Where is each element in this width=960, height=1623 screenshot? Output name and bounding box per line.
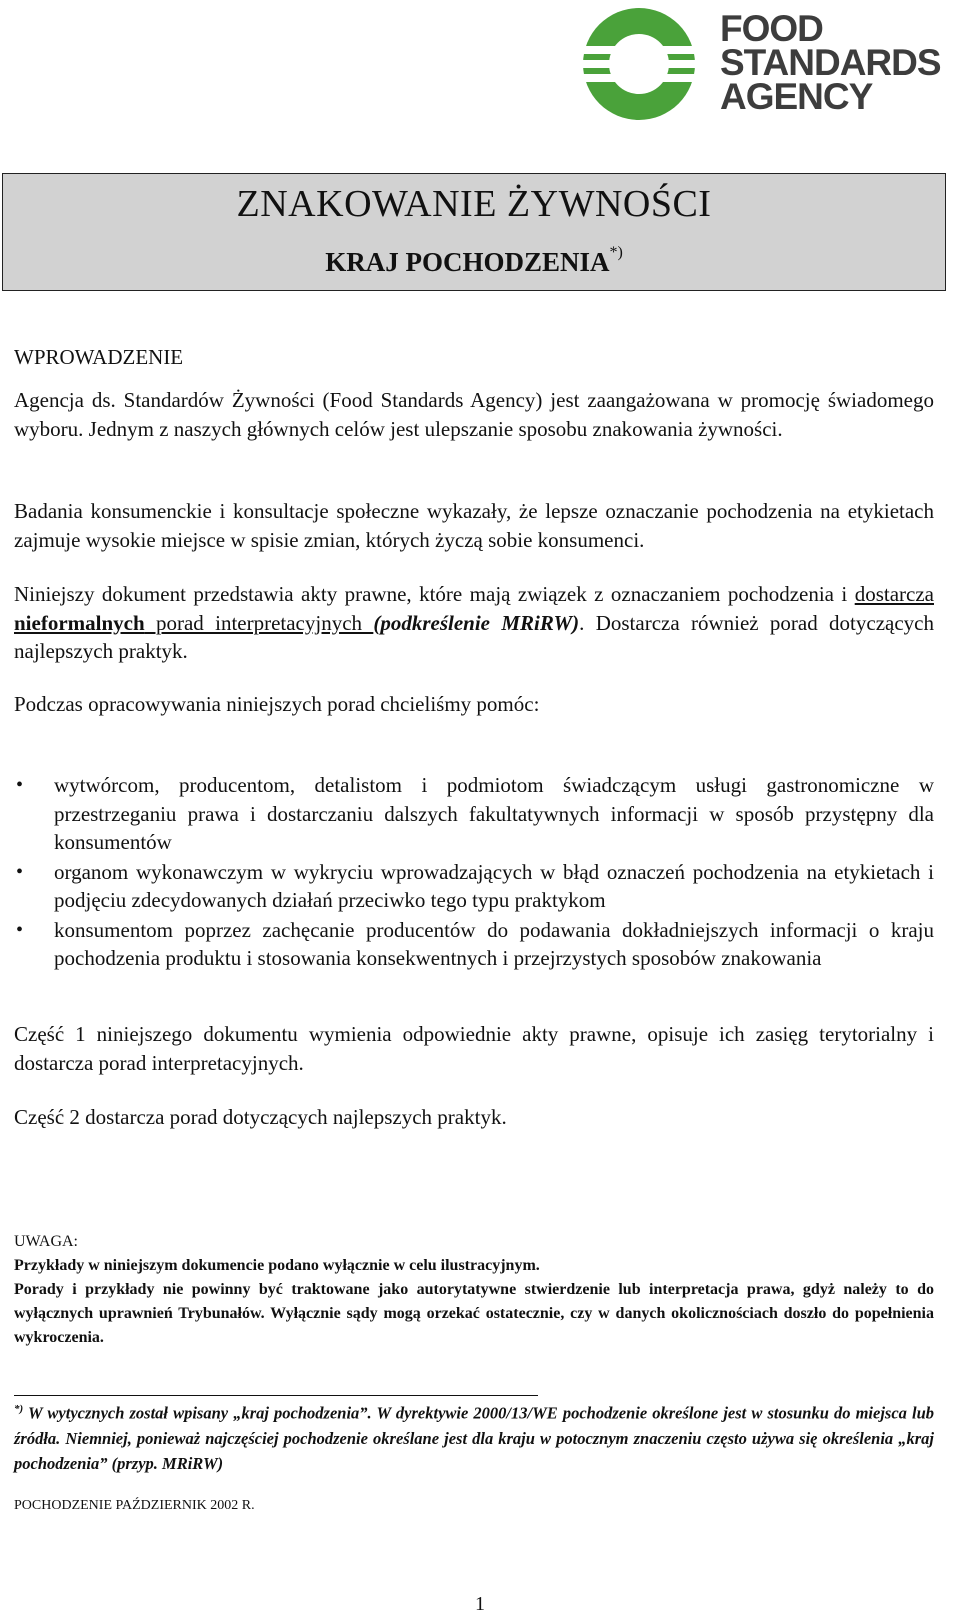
logo-line-standards: STANDARDS: [720, 42, 941, 83]
paragraph-aims-lead: Podczas opracowywania niniejszych porad chcieliśmy pomóc:: [14, 692, 540, 716]
footnote-marker: *): [14, 1403, 24, 1415]
notice-label: UWAGA:: [14, 1233, 78, 1250]
footnote-marker: *): [609, 244, 623, 261]
page-number: 1: [475, 1593, 485, 1615]
paragraph-agency-intro: Agencja ds. Standardów Żywności (Food Standards Agency) jest zaangażowana w promocję świadomego wyboru. Jednym z naszych głównych celów jest ulepszanie sposobu znakowania żywności.: [14, 388, 934, 441]
logo-line-food: FOOD: [720, 8, 823, 49]
bullet-icon: •: [16, 774, 24, 796]
paragraph-part-2: Część 2 dostarcza porad dotyczących najlepszych praktyk.: [14, 1105, 507, 1129]
notice-line-disclaimer: Porady i przykłady nie powinny być traktowane jako autorytatywne stwierdzenie lub interpretacja prawa, gdyż należy to do wyłącznych uprawnień Trybunałów. Wyłącznie sądy mogą orzekać ostatecznie, czy w danych okolicznościach doszło do popełnienia wykroczenia.: [14, 1281, 934, 1346]
footnote: *) W wytycznych został wpisany „kraj pochodzenia”. W dyrektywie 2000/13/WE pochodzenie określone jest w stosunku do miejsca lub źródła. Niemniej, ponieważ najczęściej pochodzenie określane jest dla kraju w potocznym znaczeniu często używa się określenia „kraj pochodzenia” (przyp. MRiRW): [14, 1403, 934, 1473]
paragraph-part-1: Część 1 niniejszego dokumentu wymienia odpowiednie akty prawne, opisuje ich zasięg terytorialny i dostarcza porad interpretacyjnych.: [14, 1022, 934, 1075]
paragraph-consumer-research: Badania konsumenckie i konsultacje społeczne wykazały, że lepsze oznaczanie pochodzenia na etykietach zajmuje wysokie miejsce w spisie zmian, których życzą sobie konsumenci.: [14, 499, 934, 552]
logo-wordmark: [720, 8, 941, 117]
paragraph-document-scope: Niniejszy dokument przedstawia akty prawne, które mają związek z oznaczaniem pochodzenia i dostarcza nieformalnych porad interpretacyjnych (podkreślenie MRiRW). Dostarcza również porad dotyczących najlepszych praktyk.: [14, 582, 934, 663]
title-box: [2, 173, 946, 291]
footnote-divider: [14, 1395, 538, 1396]
list-item: • konsumentom poprzez zachęcanie producentów do podawania dokładniejszych informacji o kraju pochodzenia produktu i stosowania konsekwentnych i przejrzystych sposobów znakowania: [16, 917, 934, 970]
food-standards-agency-logo: [583, 2, 955, 127]
aims-list: [14, 771, 934, 974]
bullet-icon: •: [16, 860, 24, 883]
notice-line-examples: Przykłady w niniejszym dokumencie podano wyłącznie w celu ilustracyjnym.: [14, 1257, 540, 1274]
section-heading-introduction: WPROWADZENIE: [14, 345, 184, 369]
list-item: • wytwórcom, producentom, detalistom i podmiotom świadczącym usługi gastronomiczne w przestrzeganiu prawa i dostarczaniu dalszych fakultatywnych informacji w sposób przystępny dla konsumentów: [16, 773, 934, 854]
bullet-icon: •: [16, 918, 24, 941]
logo-line-agency: AGENCY: [720, 76, 873, 117]
document-subtitle: KRAJ POCHODZENIA*): [325, 244, 623, 277]
fork-plate-logo-icon: [583, 2, 703, 127]
list-item: • organom wykonawczym w wykryciu wprowadzających w błąd oznaczeń pochodzenia na etykietach i podjęciu zdecydowanych działań przeciwko tego typu praktykom: [16, 859, 934, 912]
document-title: ZNAKOWANIE ŻYWNOŚCI: [236, 183, 712, 225]
page-footer: POCHODZENIE PAŹDZIERNIK 2002 R.: [14, 1498, 255, 1513]
